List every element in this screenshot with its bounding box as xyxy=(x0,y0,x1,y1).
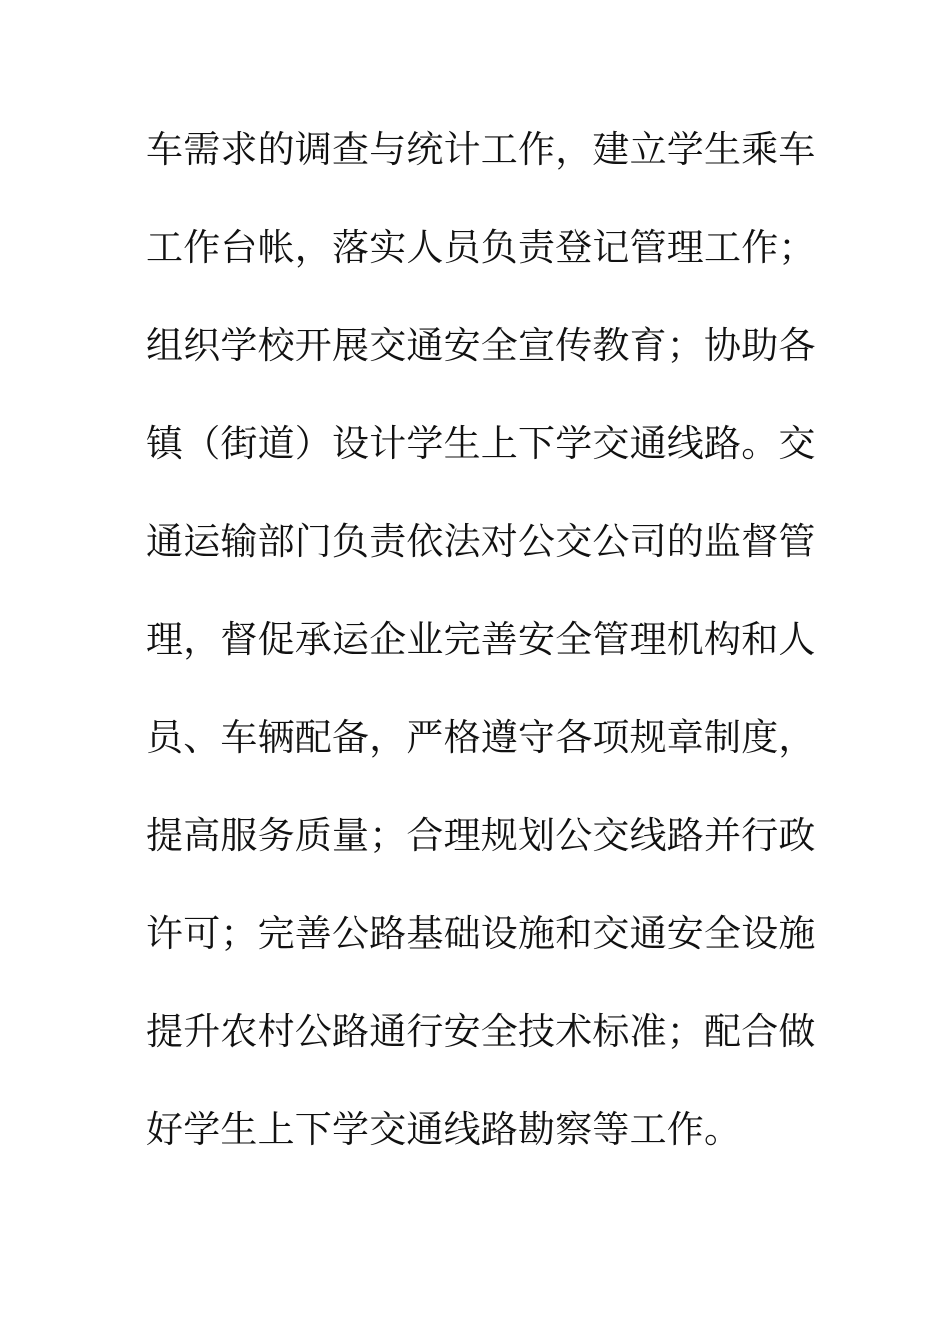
text-line-10: 提升农村公路通行安全技术标准；配合做 xyxy=(146,1010,816,1053)
text-line-9: 许可；完善公路基础设施和交通安全设施 xyxy=(146,912,816,955)
text-line-1: 车需求的调查与统计工作，建立学生乘车 xyxy=(146,128,816,171)
text-line-5: 通运输部门负责依法对公交公司的监督管 xyxy=(146,520,816,563)
text-line-6: 理，督促承运企业完善安全管理机构和人 xyxy=(146,618,816,661)
text-line-8: 提高服务质量；合理规划公交线路并行政 xyxy=(146,814,816,857)
text-line-7: 员、车辆配备，严格遵守各项规章制度， xyxy=(146,716,816,759)
text-line-3: 组织学校开展交通安全宣传教育；协助各 xyxy=(146,324,816,367)
text-line-11: 好学生上下学交通线路勘察等工作。 xyxy=(146,1108,742,1151)
body-text xyxy=(146,120,826,1198)
text-line-2: 工作台帐，落实人员负责登记管理工作； xyxy=(146,226,816,269)
text-line-4: 镇（街道）设计学生上下学交通线路。交 xyxy=(146,422,816,465)
